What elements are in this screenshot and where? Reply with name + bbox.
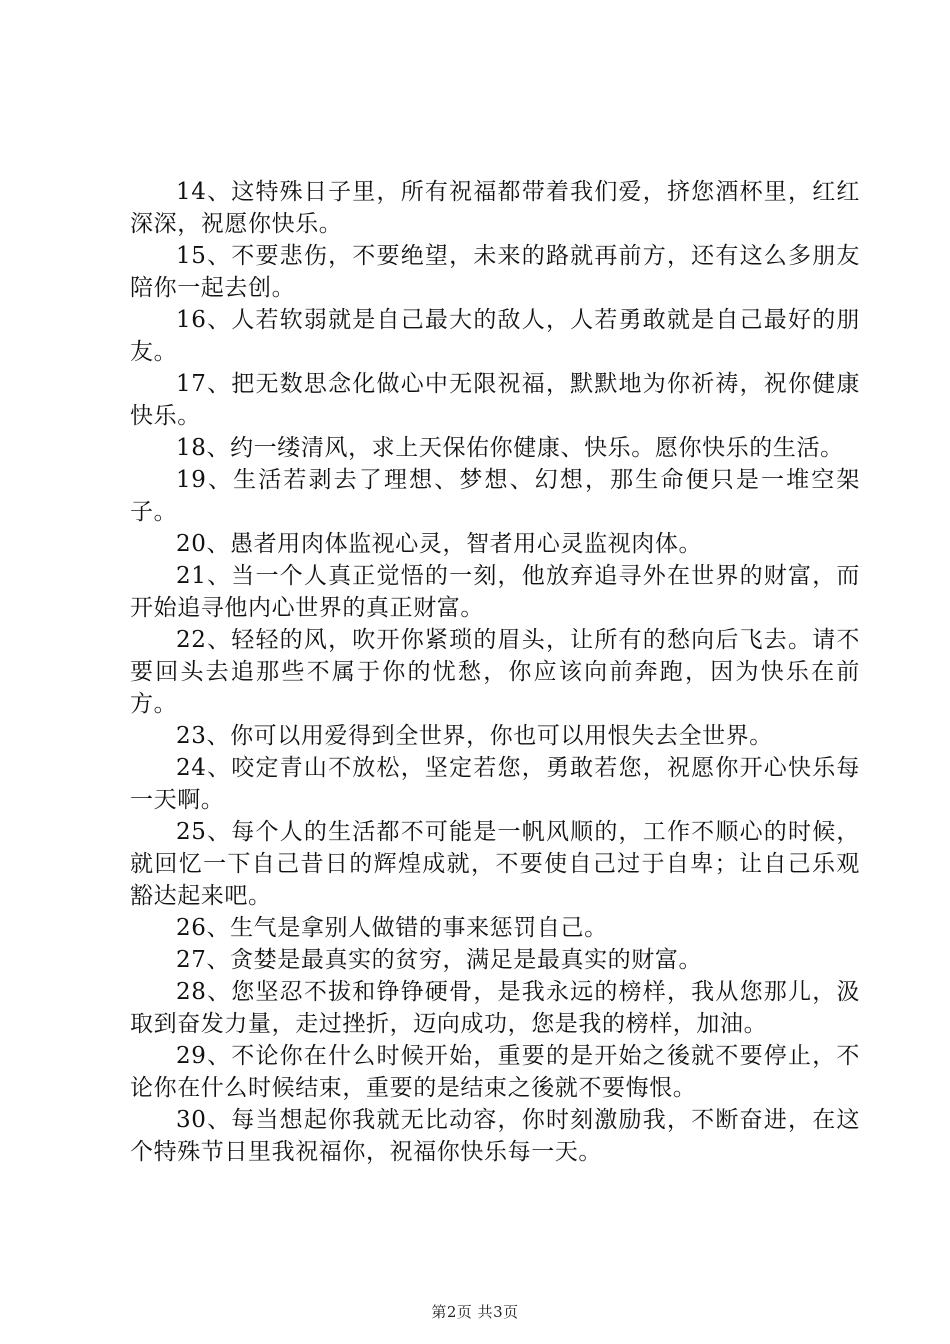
page-number-footer: 第2页 共3页 xyxy=(431,1303,519,1321)
paragraph-25: 25、每个人的生活都不可能是一帆风顺的，工作不顺心的时候，就回忆一下自己昔日的辉煌成就，不要使自己过于自卑；让自己乐观豁达起来吧。 xyxy=(130,819,860,909)
paragraph-22: 22、轻轻的风，吹开你紧琐的眉头，让所有的愁向后飞去。请不要回头去追那些不属于你的忧愁，你应该向前奔跑，因为快乐在前方。 xyxy=(130,627,860,717)
paragraph-24: 24、咬定青山不放松，坚定若您，勇敢若您，祝愿你开心快乐每一天啊。 xyxy=(130,755,860,813)
paragraph-30: 30、每当想起你我就无比动容，你时刻激励我，不断奋进，在这个特殊节日里我祝福你，祝福你快乐每一天。 xyxy=(130,1107,860,1165)
paragraph-23: 23、你可以用爱得到全世界，你也可以用恨失去全世界。 xyxy=(176,723,773,749)
paragraph-26: 26、生气是拿别人做错的事来惩罚自己。 xyxy=(176,915,608,941)
paragraph-21: 21、当一个人真正觉悟的一刻，他放弃追寻外在世界的财富，而开始追寻他内心世界的真正财富。 xyxy=(130,563,860,621)
paragraph-18: 18、约一缕清风，求上天保佑你健康、快乐。愿你快乐的生活。 xyxy=(176,435,844,461)
document-body xyxy=(130,176,860,1168)
paragraph-29: 29、不论你在什么时候开始，重要的是开始之後就不要停止，不论你在什么时候结束，重要的是结束之後就不要悔恨。 xyxy=(130,1043,860,1101)
paragraph-27: 27、贪婪是最真实的贫穷，满足是最真实的财富。 xyxy=(176,947,703,973)
paragraph-28: 28、您坚忍不拔和铮铮硬骨，是我永远的榜样，我从您那儿，汲取到奋发力量，走过挫折，迈向成功，您是我的榜样，加油。 xyxy=(130,979,860,1037)
paragraph-15: 15、不要悲伤，不要绝望，未来的路就再前方，还有这么多朋友陪你一起去创。 xyxy=(130,243,860,301)
paragraph-19: 19、生活若剥去了理想、梦想、幻想，那生命便只是一堆空架子。 xyxy=(130,467,860,525)
paragraph-20: 20、愚者用肉体监视心灵，智者用心灵监视肉体。 xyxy=(176,531,703,557)
paragraph-17: 17、把无数思念化做心中无限祝福，默默地为你祈祷，祝你健康快乐。 xyxy=(130,371,860,429)
paragraph-14: 14、这特殊日子里，所有祝福都带着我们爱，挤您酒杯里，红红深深，祝愿你快乐。 xyxy=(130,179,860,237)
paragraph-16: 16、人若软弱就是自己最大的敌人，人若勇敢就是自己最好的朋友。 xyxy=(130,307,860,365)
